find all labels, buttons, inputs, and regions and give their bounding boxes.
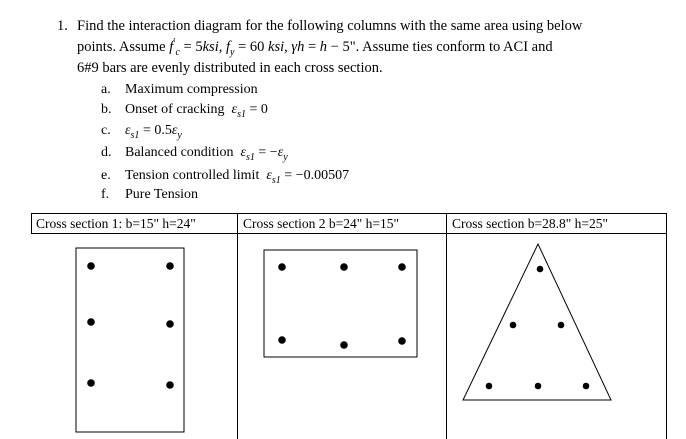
material-properties-expression: $f'_c = 5ksi$, $f_y = 60$ ksi, γh = h − 5". xyxy=(169,37,360,58)
problem-line-2-suffix: Assume ties conform to ACI and xyxy=(362,39,553,55)
section-1-bar xyxy=(166,262,174,270)
problem-line-3: 6#9 bars are evenly distributed in each cross section. xyxy=(77,60,383,76)
section-2-bar xyxy=(398,337,406,345)
problem-line-2-prefix: points. Assume xyxy=(77,39,166,55)
item-f-text: Pure Tension xyxy=(125,187,199,202)
section-1-bar xyxy=(166,381,174,389)
item-a-text: Maximum compression xyxy=(125,82,258,97)
section-3-bar xyxy=(510,322,517,329)
section-1-bar xyxy=(166,320,174,328)
problem-line-1: Find the interaction diagram for the following columns with the same area using below xyxy=(77,18,583,34)
problem-number: 1. xyxy=(57,18,68,34)
item-e-expression: $\varepsilon_{s1} = -0.00507$ xyxy=(262,168,350,186)
item-e-label: Tension controlled limit xyxy=(125,168,260,183)
item-b-expression: $\varepsilon_{s1} = 0$ xyxy=(228,102,268,120)
cross-section-1-label: Cross section 1: b=15" h=24" xyxy=(36,216,196,231)
section-1-bar xyxy=(87,318,95,326)
section-3-bar xyxy=(583,383,590,390)
section-3-bar xyxy=(535,383,542,390)
section-3-outline xyxy=(463,244,611,400)
section-2-bar xyxy=(340,263,348,271)
section-3-bar xyxy=(486,383,493,390)
section-2-bar xyxy=(340,341,348,349)
item-a-letter: a. xyxy=(101,82,111,97)
section-1-bar xyxy=(87,262,95,270)
section-3-bar xyxy=(537,266,544,273)
item-f-letter: f. xyxy=(101,187,110,202)
item-d-label: Balanced condition xyxy=(125,145,234,160)
section-1-bar xyxy=(87,379,95,387)
section-2-bar xyxy=(398,263,406,271)
item-b-label: Onset of cracking xyxy=(125,102,225,117)
item-d-expression: $\varepsilon_{s1} = -\varepsilon_y$ xyxy=(236,145,288,163)
item-c-letter: c. xyxy=(101,123,111,138)
item-c-expression: $\varepsilon_{s1} = 0.5\varepsilon_y$ xyxy=(125,123,182,141)
item-d-letter: d. xyxy=(101,145,112,160)
item-e-letter: e. xyxy=(101,168,111,183)
section-1-outline xyxy=(76,248,184,432)
section-2-bar xyxy=(278,336,286,344)
cross-section-3-label: Cross section b=28.8" h=25" xyxy=(452,216,608,231)
section-3-bar xyxy=(558,322,565,329)
cross-section-2-label: Cross section 2 b=24" h=15" xyxy=(243,216,399,231)
section-2-bar xyxy=(278,263,286,271)
item-b-letter: b. xyxy=(101,102,112,117)
